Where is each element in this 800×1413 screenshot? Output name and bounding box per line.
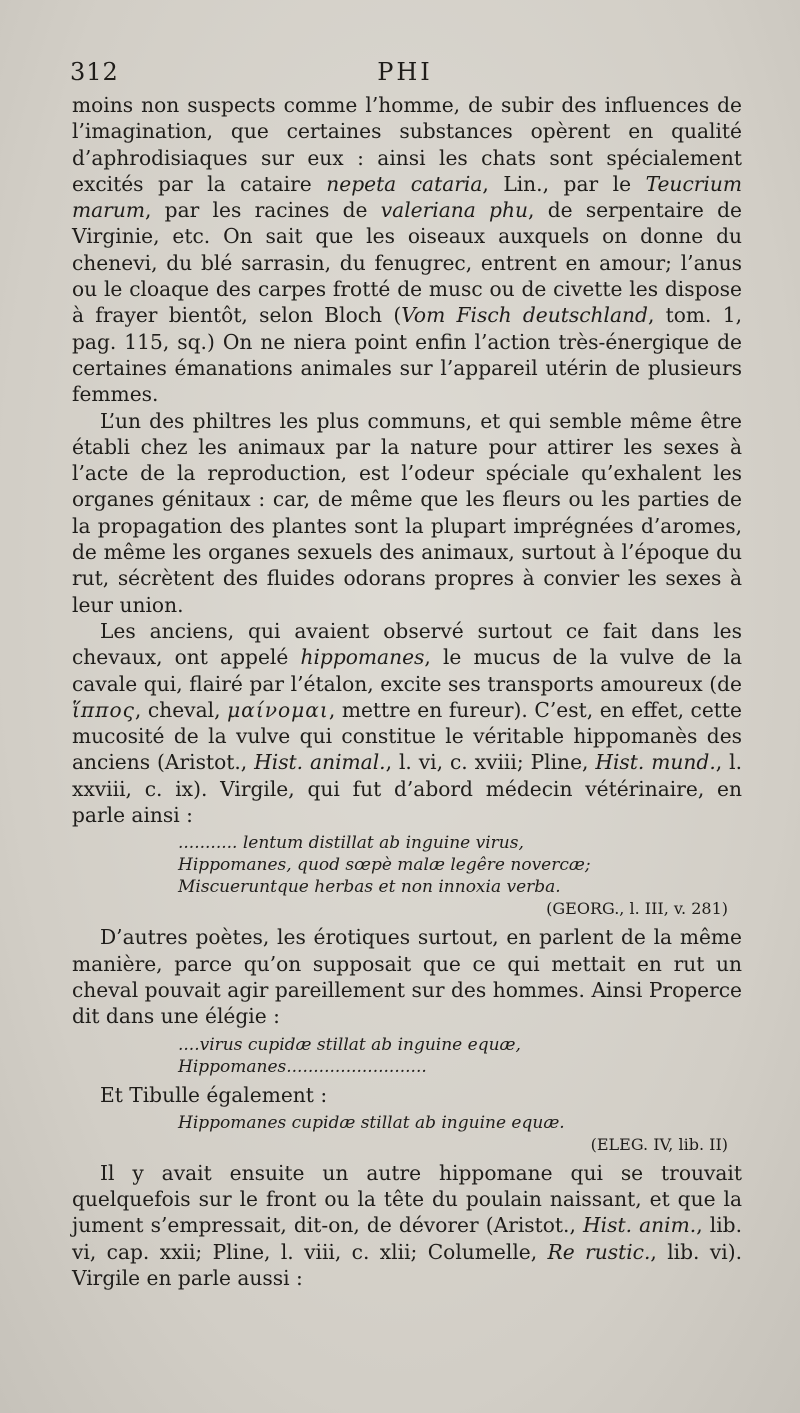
verse-citation: (GEORG., l. III, v. 281) xyxy=(546,899,728,919)
verse-line: Miscueruntque herbas et non innoxia verba. xyxy=(178,877,561,898)
verse-quote-virgil xyxy=(178,832,728,920)
page-body xyxy=(72,92,742,1291)
page-number: 312 xyxy=(70,58,119,86)
verse-quote-tibullus xyxy=(178,1112,728,1156)
verse-line: Hippomanes, quod sœpè malæ legêre novercæ; xyxy=(178,855,591,876)
running-head: PHI xyxy=(377,58,433,86)
verse-citation: (ELEG. IV, lib. II) xyxy=(590,1134,728,1154)
verse-quote-propertius xyxy=(178,1034,678,1078)
paragraph-5: Et Tibulle également : xyxy=(100,1082,328,1107)
paragraph-4: D’autres poètes, les érotiques surtout, en parlent de la même manière, parce qu’on supposait que ce qui mettait en rut un cheval pouvait agir pareillement sur des hommes. Ainsi Properce dit dans une élégie : xyxy=(72,925,742,1029)
page-header xyxy=(70,58,740,94)
paragraph-1: moins non suspects comme l’homme, de subir des influences de l’imagination, que certaines substances opèrent en qualité d’aphrodisiaques sur eux : ainsi les chats sont spécialement excités par la cataire nepeta cataria, Lin., par le Teucrium marum, par les racines de valeriana phu, de serpentaire de Virginie, etc. On sait que les oiseaux auxquels on donne du chenevi, du blé sarrasin, du fenugrec, entrent en amour; l’anus ou le cloaque des carpes frotté de musc ou de civette les dispose à frayer bientôt, selon Bloch (Vom Fisch deutschland, tom. 1, pag. 115, sq.) On ne niera point enfin l’action très-énergique de certaines émanations animales sur l’appareil utérin de plusieurs femmes. xyxy=(72,93,743,407)
paragraph-6: Il y avait ensuite un autre hippomane qui se trouvait quelquefois sur le front ou la tête du poulain naissant, et que la jument s’empressait, dit-on, de dévorer (Aristot., Hist. anim., lib. vi, cap. xxii; Pline, l. viii, c. xlii; Columelle, Re rustic., lib. vi). Virgile en parle aussi : xyxy=(72,1160,743,1290)
verse-line: Hippomanes.......................... xyxy=(178,1056,427,1077)
paragraph-3: Les anciens, qui avaient observé surtout ce fait dans les chevaux, ont appelé hippomanes, le mucus de la vulve de la cavale qui, flairé par l’étalon, excite ses transports amoureux (de ἵππος, cheval, μαίνομαι, mettre en fureur). C’est, en effet, cette mucosité de la vulve qui constitue le véritable hippomanès des anciens (Aristot., Hist. animal., l. vi, c. xviii; Pline, Hist. mund., l. xxviii, c. ix). Virgile, qui fut d’abord médecin vétérinaire, en parle ainsi : xyxy=(72,618,743,828)
verse-line: ........... lentum distillat ab inguine virus, xyxy=(178,833,524,854)
verse-line: Hippomanes cupidæ stillat ab inguine equæ. xyxy=(178,1112,565,1133)
paragraph-2: L’un des philtres les plus communs, et qui semble même être établi chez les animaux par la nature pour attirer les sexes à l’acte de la reproduction, est l’odeur spéciale qu’exhalent les organes génitaux : car, de même que les fleurs ou les parties de la propagation des plantes sont la plupart imprégnées d’aromes, de même les organes sexuels des animaux, surtout à l’époque du rut, sécrètent des fluides odorans propres à convier les sexes à leur union. xyxy=(72,408,742,617)
verse-line: ....virus cupidæ stillat ab inguine equæ, xyxy=(178,1034,521,1055)
